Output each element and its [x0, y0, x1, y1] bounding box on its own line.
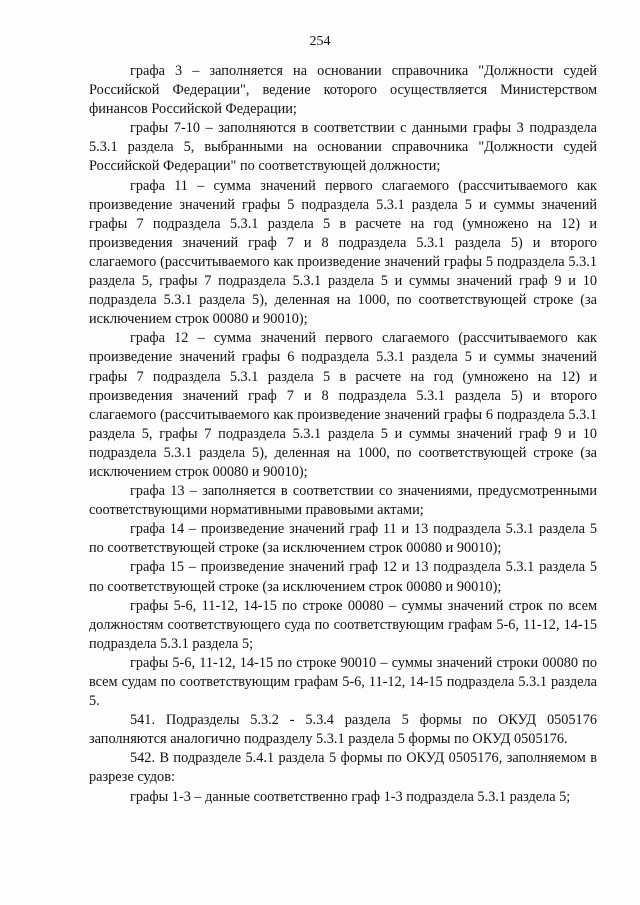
paragraph-grafy-1-3: графы 1-3 – данные соответственно граф 1-3 подраздела 5.3.1 раздела 5;: [130, 788, 571, 805]
paragraph-grafa-15: графа 15 – произведение значений граф 12 и 13 подраздела 5.3.1 раздела 5 по соответствующей строке (за исключением строк 00080 и 90010);: [89, 559, 597, 595]
paragraph-grafa-11: графа 11 – сумма значений первого слагаемого (рассчитываемого как произведение значений графы 5 подраздела 5.3.1 раздела 5 и суммы значений графы 7 подраздела 5.3.1 раздела 5 в расчете на год (умножено на 12) и произведения значений граф 7 и 8 подраздела 5.3.1 раздела 5) и второго слагаемого (рассчитываемого как произведение значений графы 5 подраздела 5.3.1 раздела 5, графы 7 подраздела 5.3.1 раздела 5 и суммы значений граф 9 и 10 подраздела 5.3.1 раздела 5), деленная на 1000, по соответствующей строке (за исключением строк 00080 и 90010);: [89, 177, 597, 328]
paragraph-row-00080: графы 5-6, 11-12, 14-15 по строке 00080 – суммы значений строк по всем должностям соответствующего суда по соответствующим графам 5-6, 11-12, 14-15 подраздела 5.3.1 раздела 5;: [89, 597, 597, 652]
paragraph-row-90010: графы 5-6, 11-12, 14-15 по строке 90010 – суммы значений строки 00080 по всем судам по соответствующим графам 5-6, 11-12, 14-15 подраздела 5.3.1 раздела 5.: [89, 654, 597, 710]
paragraph-grafa-14: графа 14 – произведение значений граф 11 и 13 подраздела 5.3.1 раздела 5 по соответствующей строке (за исключением строк 00080 и 90010);: [89, 521, 597, 557]
paragraph-grafa-13: графа 13 – заполняется в соответствии со значениями, предусмотренными соответствующими нормативными правовыми актами;: [89, 483, 597, 519]
document-body: [89, 62, 597, 807]
page-number: 254: [309, 34, 331, 49]
paragraph-grafa-3: графа 3 – заполняется на основании справочника "Должности судей Российской Федерации", ведение которого осуществляется Министерством финансов Российской Федерации;: [89, 63, 597, 118]
paragraph-item-541: 541. Подразделы 5.3.2 - 5.3.4 раздела 5 формы по ОКУД 0505176 заполняются аналогично подразделу 5.3.1 раздела 5 формы по ОКУД 0505176.: [89, 712, 597, 748]
paragraph-grafa-12: графа 12 – сумма значений первого слагаемого (рассчитываемого как произведение значений графы 6 подраздела 5.3.1 раздела 5 и суммы значений графы 7 подраздела 5.3.1 раздела 5 в расчете на год (умножено на 12) и произведения значений граф 7 и 8 подраздела 5.3.1 раздела 5) и второго слагаемого (рассчитываемого как произведение значений графы 6 подраздела 5.3.1 раздела 5, графы 7 подраздела 5.3.1 раздела 5 и суммы значений граф 9 и 10 подраздела 5.3.1 раздела 5), деленная на 1000, по соответствующей строке (за исключением строк 00080 и 90010);: [89, 330, 597, 480]
paragraph-grafy-7-10: графы 7-10 – заполняются в соответствии с данными графы 3 подраздела 5.3.1 раздела 5, выбранными на основании справочника "Должности судей Российской Федерации" по соответствующей должности;: [89, 120, 597, 175]
paragraph-item-542: 542. В подразделе 5.4.1 раздела 5 формы по ОКУД 0505176, заполняемом в разрезе судов:: [89, 750, 597, 786]
